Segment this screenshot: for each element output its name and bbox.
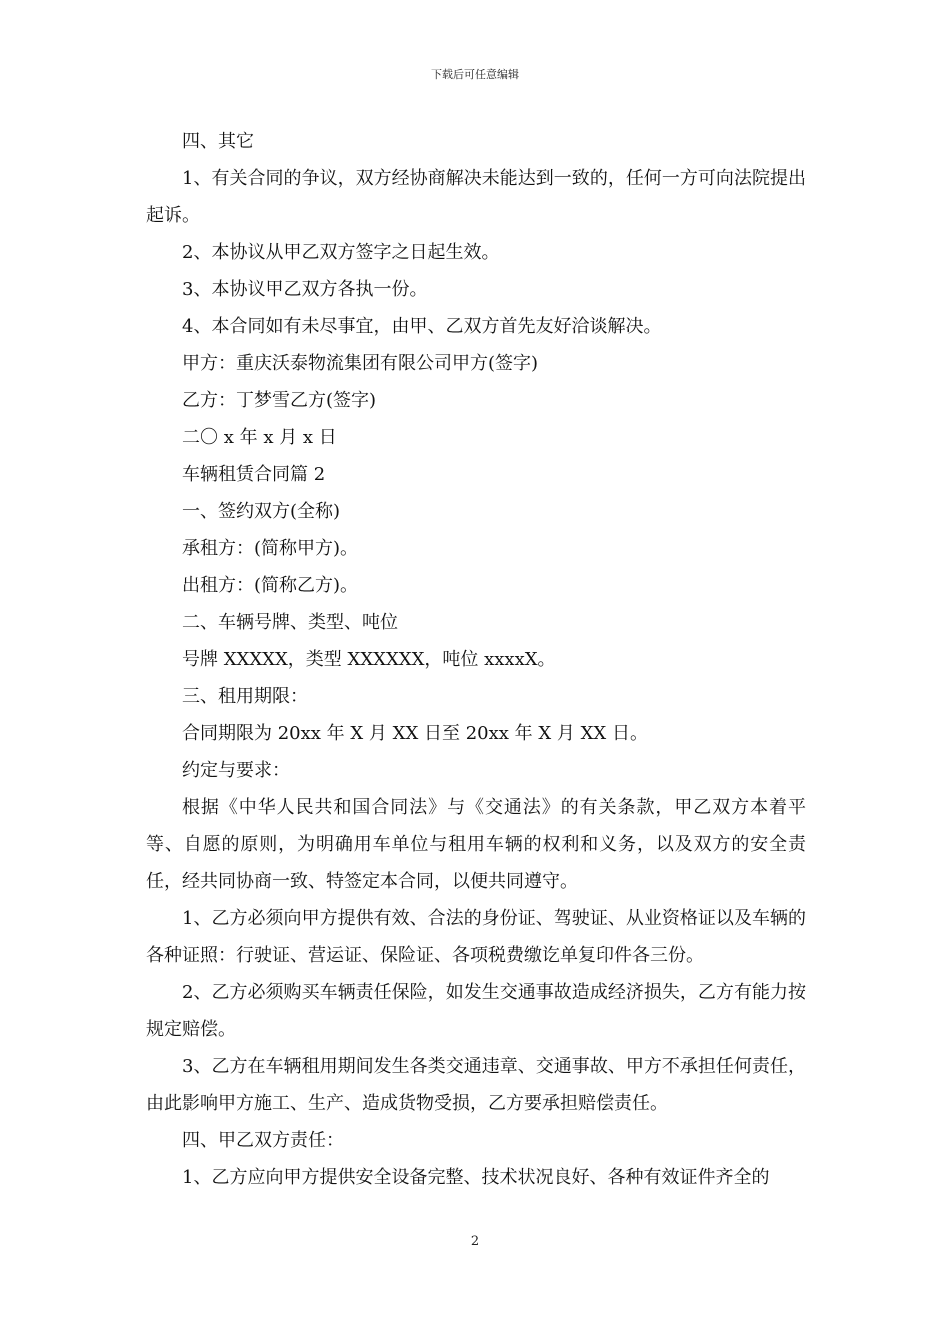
paragraph: 二〇 x 年 x 月 x 日 [182,427,337,448]
paragraph: 3、本协议甲乙双方各执一份。 [182,279,428,300]
paragraph: 1、有关合同的争议，双方经协商解决未能达到一致的，任何一方可向法院提出起诉。 [146,168,806,226]
paragraph: 2、本协议从甲乙双方签字之日起生效。 [182,242,500,263]
paragraph: 3、乙方在车辆租用期间发生各类交通违章、交通事故、甲方不承担任何责任，由此影响甲方施工、生产、造成货物受损，乙方要承担赔偿责任。 [146,1056,806,1114]
section-title: 车辆租赁合同篇 2 [182,464,326,485]
paragraph: 约定与要求： [182,760,290,781]
paragraph: 2、乙方必须购买车辆责任保险，如发生交通事故造成经济损失，乙方有能力按规定赔偿。 [146,982,806,1040]
paragraph: 承租方：(简称甲方)。 [182,538,359,559]
paragraph: 三、租用期限： [182,686,308,707]
paragraph: 1、乙方应向甲方提供安全设备完整、技术状况良好、各种有效证件齐全的 [182,1167,770,1188]
paragraph: 根据《中华人民共和国合同法》与《交通法》的有关条款，甲乙双方本着平等、自愿的原则，为明确用车单位与租用车辆的权利和义务，以及双方的安全责任，经共同协商一致、特签定本合同，以便共同遵守。 [146,797,806,892]
document-body [146,123,806,1196]
paragraph: 甲方：重庆沃泰物流集团有限公司甲方(签字) [182,353,539,374]
paragraph: 二、车辆号牌、类型、吨位 [182,612,398,633]
paragraph: 1、乙方必须向甲方提供有效、合法的身份证、驾驶证、从业资格证以及车辆的各种证照：行驶证、营运证、保险证、各项税费缴讫单复印件各三份。 [146,908,806,966]
paragraph: 一、签约双方(全称) [182,501,341,522]
paragraph: 4、本合同如有未尽事宜，由甲、乙双方首先友好洽谈解决。 [182,316,662,337]
page-header: 下载后可任意编辑 [431,68,519,81]
paragraph: 出租方：(简称乙方)。 [182,575,359,596]
paragraph: 四、甲乙双方责任： [182,1130,344,1151]
paragraph: 合同期限为 20xx 年 X 月 XX 日至 20xx 年 X 月 XX 日。 [182,723,648,744]
paragraph: 号牌 XXXXX，类型 XXXXXX，吨位 xxxxX。 [182,649,556,670]
paragraph: 四、其它 [182,131,254,152]
paragraph: 乙方：丁梦雪乙方(签字) [182,390,377,411]
page-number: 2 [470,1234,480,1249]
